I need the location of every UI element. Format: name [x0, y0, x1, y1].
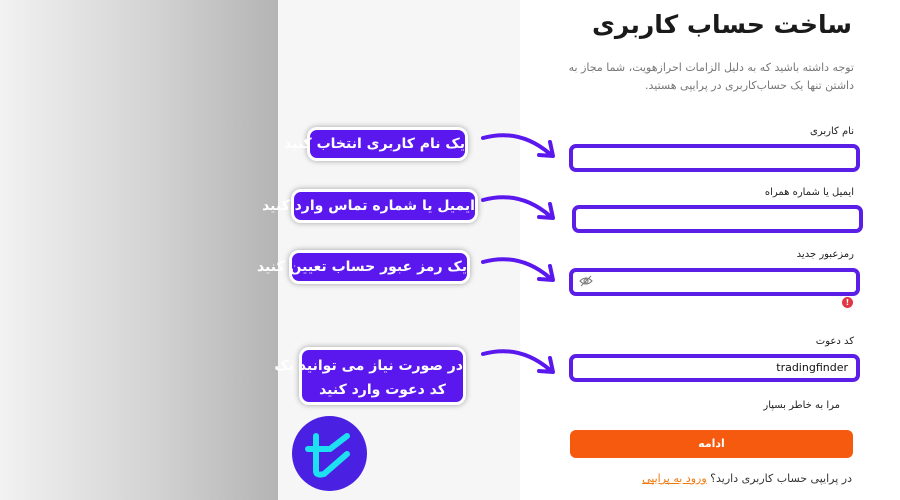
login-link[interactable]: ورود به پرایپی — [642, 472, 707, 485]
contact-label: ایمیل یا شماره همراه — [764, 187, 854, 198]
page-title: ساخت حساب کاربری — [592, 10, 852, 39]
left-background — [0, 0, 278, 500]
eye-slash-icon[interactable] — [579, 275, 593, 290]
arrow-to-invite-icon — [478, 340, 568, 386]
login-prompt-text: در پرایپی حساب کاربری دارید؟ — [710, 472, 852, 485]
username-label: نام کاربری — [810, 126, 854, 137]
password-input[interactable] — [569, 268, 860, 296]
password-error-icon: ! — [842, 297, 853, 308]
password-tip: یک رمز عبور حساب تعیین کنید — [289, 250, 470, 284]
arrow-to-username-icon — [478, 124, 568, 170]
invite-tip-line-1: در صورت نیاز می توانید یک — [274, 358, 463, 374]
remember-me-checkbox[interactable]: مرا به خاطر بسپار — [763, 400, 840, 411]
tradingfinder-logo-icon — [292, 416, 367, 491]
invite-code-input[interactable] — [569, 354, 860, 382]
login-prompt — [642, 472, 852, 485]
contact-input[interactable] — [572, 205, 863, 233]
arrow-to-contact-icon — [478, 186, 568, 232]
invite-tip — [274, 347, 466, 405]
invite-tip-line-2: کد دعوت وارد کنید — [319, 382, 446, 398]
invite-label: کد دعوت — [815, 336, 854, 347]
contact-tip: ایمیل یا شماره تماس وارد کنید — [291, 189, 478, 223]
form-description: توجه داشته باشید که به دلیل الزامات احرازهویت، شما مجاز به داشتن تنها یک حساب‌کاربری در پرایپی هستید. — [568, 61, 854, 92]
invite-code-value: tradingfinder — [776, 361, 848, 374]
arrow-to-password-icon — [478, 248, 568, 294]
continue-button[interactable]: ادامه — [570, 430, 853, 458]
password-label: رمزعبور جدید — [796, 249, 854, 260]
username-input[interactable] — [569, 144, 860, 172]
username-tip: یک نام کاربری انتخاب کنید — [307, 127, 468, 161]
